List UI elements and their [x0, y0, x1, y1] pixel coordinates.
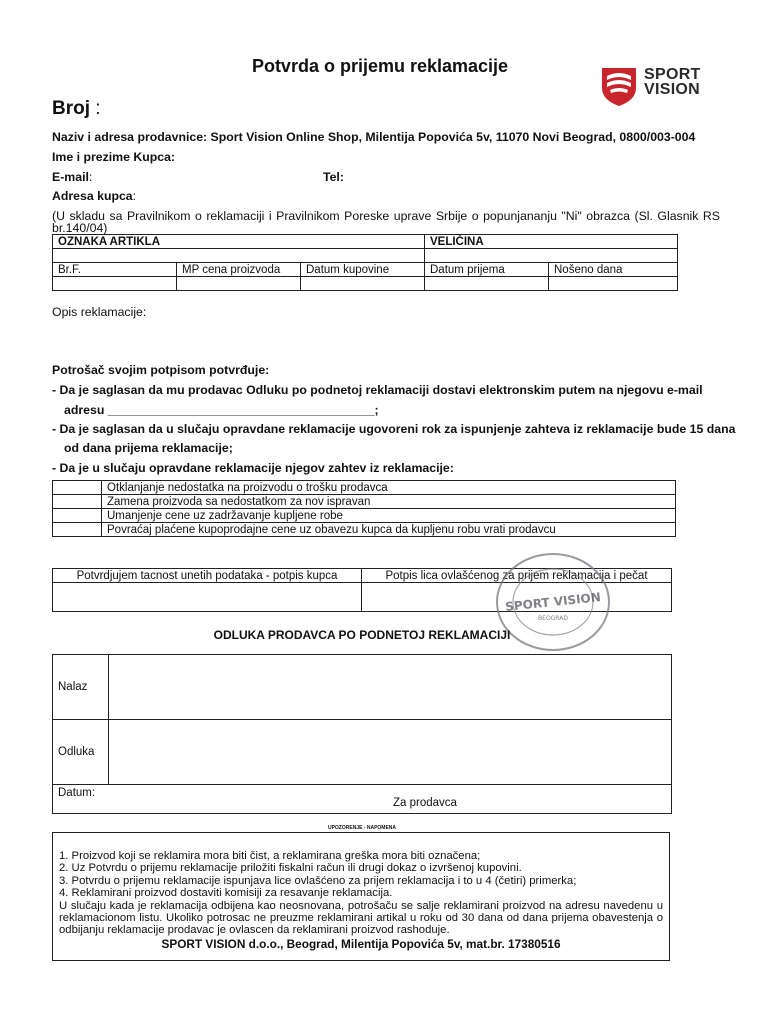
legal-note-line-1: (U skladu sa Pravilnikom o reklamaciji i Pravilnikom Poreske uprave Srbije o popunjananju "Ni" obrazca (Sl. Glasnik RS	[52, 209, 720, 223]
customer-signature-field[interactable]	[53, 583, 362, 612]
logo-line-1: SPORT	[644, 66, 701, 83]
number-separator: :	[90, 98, 101, 119]
findings-label: Nalaz	[53, 655, 109, 720]
table-header-cell: Br.F.	[53, 263, 177, 277]
table-cell[interactable]	[177, 277, 301, 291]
option-checkbox[interactable]	[53, 481, 102, 495]
consumer-clause-1: - Da je saglasan da mu prodavac Odluku po podnetoj reklamaciji dostavi elektronskim putem na njegovu e-mail	[52, 383, 703, 397]
official-signature-header: Potpis lica ovlašćenog za prijem reklamacija i pečat	[362, 569, 672, 583]
rejection-note: U slučaju kada je reklamacija odbijena kao neosnovana, potrošaču se salje reklamirani proizvod na adresu navedenu u reklamacionom listu. Ukoliko potrosac ne preuzme reklamirani artikal u roku od 30 dana od dana prijema obavestenja o odbijanju reklamacije prodavac je ovlascen da reklamirani proizvod rashoduje.	[59, 899, 663, 937]
size-header: VELIČINA	[425, 235, 678, 249]
email-label	[52, 170, 92, 184]
company-footer: SPORT VISION d.o.o., Beograd, Milentija Popovića 5v, mat.br. 17380516	[161, 936, 561, 951]
table-header-cell: Datum prijema	[425, 263, 549, 277]
warning-notes-box	[52, 832, 670, 961]
option-label: Otklanjanje nedostatka na proizvodu o trošku prodavca	[102, 481, 676, 495]
phone-label: Tel:	[323, 170, 344, 184]
note-1: 1. Proizvod koji se reklamira mora biti čist, a reklamirana greška mora biti označena;	[59, 850, 481, 862]
legal-note-line-2: br.140/04)	[52, 221, 108, 235]
option-checkbox[interactable]	[53, 495, 102, 509]
customer-name-label: Ime i prezime Kupca:	[52, 150, 176, 164]
address-label	[52, 189, 136, 203]
option-label: Umanjenje cene uz zadržavanje kupljene robe	[102, 509, 676, 523]
document-number	[52, 98, 101, 120]
decision-field[interactable]	[109, 720, 672, 785]
option-checkbox[interactable]	[53, 523, 102, 537]
decision-table	[52, 654, 672, 814]
table-cell[interactable]	[549, 277, 678, 291]
note-4: 4. Reklamirani proizvod dostaviti komisiji za resavanje reklamacija.	[59, 887, 393, 900]
consumer-heading: Potrošač svojim potpisom potvrđuje:	[52, 363, 270, 377]
findings-field[interactable]	[109, 655, 672, 720]
note-3: 3. Potvrdu o prijemu reklamacije ispunjava lice ovlašćeno za prijem reklamacija i to u 4 (četiri) primerka;	[59, 874, 577, 887]
article-table	[52, 234, 678, 291]
article-code-header: OZNAKA ARTIKLA	[53, 235, 425, 249]
article-code-cell[interactable]	[53, 249, 425, 263]
number-label: Broj	[52, 98, 90, 119]
table-header-cell: Nošeno dana	[549, 263, 678, 277]
for-seller-label: Za prodavca	[393, 797, 457, 809]
consumer-clause-1-address: adresu _______________________________________;	[64, 403, 379, 417]
consumer-clause-3: - Da je u slučaju opravdane reklamacije njegov zahtev iz reklamacije:	[52, 461, 454, 475]
address-label-text: Adresa kupca	[52, 189, 133, 203]
consumer-clause-2-cont: od dana prijema reklamacije;	[64, 441, 233, 455]
email-label-text: E-mail	[52, 170, 89, 184]
document-title: Potvrda o prijemu reklamacije	[251, 56, 509, 76]
email-colon: :	[88, 170, 93, 184]
store-info: Naziv i adresa prodavnice: Sport Vision Online Shop, Milentija Popovića 5v, 11070 Novi Beograd, 0800/003-004	[52, 130, 696, 144]
option-checkbox[interactable]	[53, 509, 102, 523]
claim-options-table	[52, 480, 676, 537]
table-header-cell: Datum kupovine	[301, 263, 425, 277]
option-label: Zamena proizvoda sa nedostatkom za nov ispravan	[102, 495, 676, 509]
table-cell[interactable]	[301, 277, 425, 291]
address-colon: :	[132, 189, 137, 203]
table-cell[interactable]	[53, 277, 177, 291]
seller-decision-heading: ODLUKA PRODAVCA PO PODNETOJ REKLAMACIJI	[213, 628, 511, 642]
date-label: Datum:	[58, 787, 96, 799]
date-row[interactable]	[53, 785, 672, 814]
stamp-city: BEOGRAD	[538, 615, 568, 622]
table-header-cell: MP cena proizvoda	[177, 263, 301, 277]
sport-vision-logo	[598, 64, 722, 108]
decision-label: Odluka	[53, 720, 109, 785]
note-2: 2. Uz Potvrdu o prijemu reklamacije priložiti fiskalni račun ili drugi dokaz o izvršenoj kupovini.	[59, 862, 522, 875]
table-cell[interactable]	[425, 277, 549, 291]
logo-shield-icon	[598, 64, 640, 108]
warning-label: UPOZORENJE - NAPOMENA	[327, 825, 397, 831]
option-label: Povraćaj plaćene kupoprodajne cene uz obavezu kupca da kupljenu robu vrati prodavcu	[102, 523, 676, 537]
size-cell[interactable]	[425, 249, 678, 263]
complaint-description-label: Opis reklamacije:	[52, 305, 147, 319]
customer-signature-header: Potvrdjujem tacnost unetih podataka - potpis kupca	[53, 569, 362, 583]
stamp-text: SPORT VISION	[504, 590, 602, 614]
logo-line-2: VISION	[644, 81, 701, 98]
consumer-clause-2: - Da je saglasan da u slučaju opravdane reklamacije ugovoreni rok za ispunjenje zahteva iz reklamacije bude 15 dana	[52, 422, 736, 436]
